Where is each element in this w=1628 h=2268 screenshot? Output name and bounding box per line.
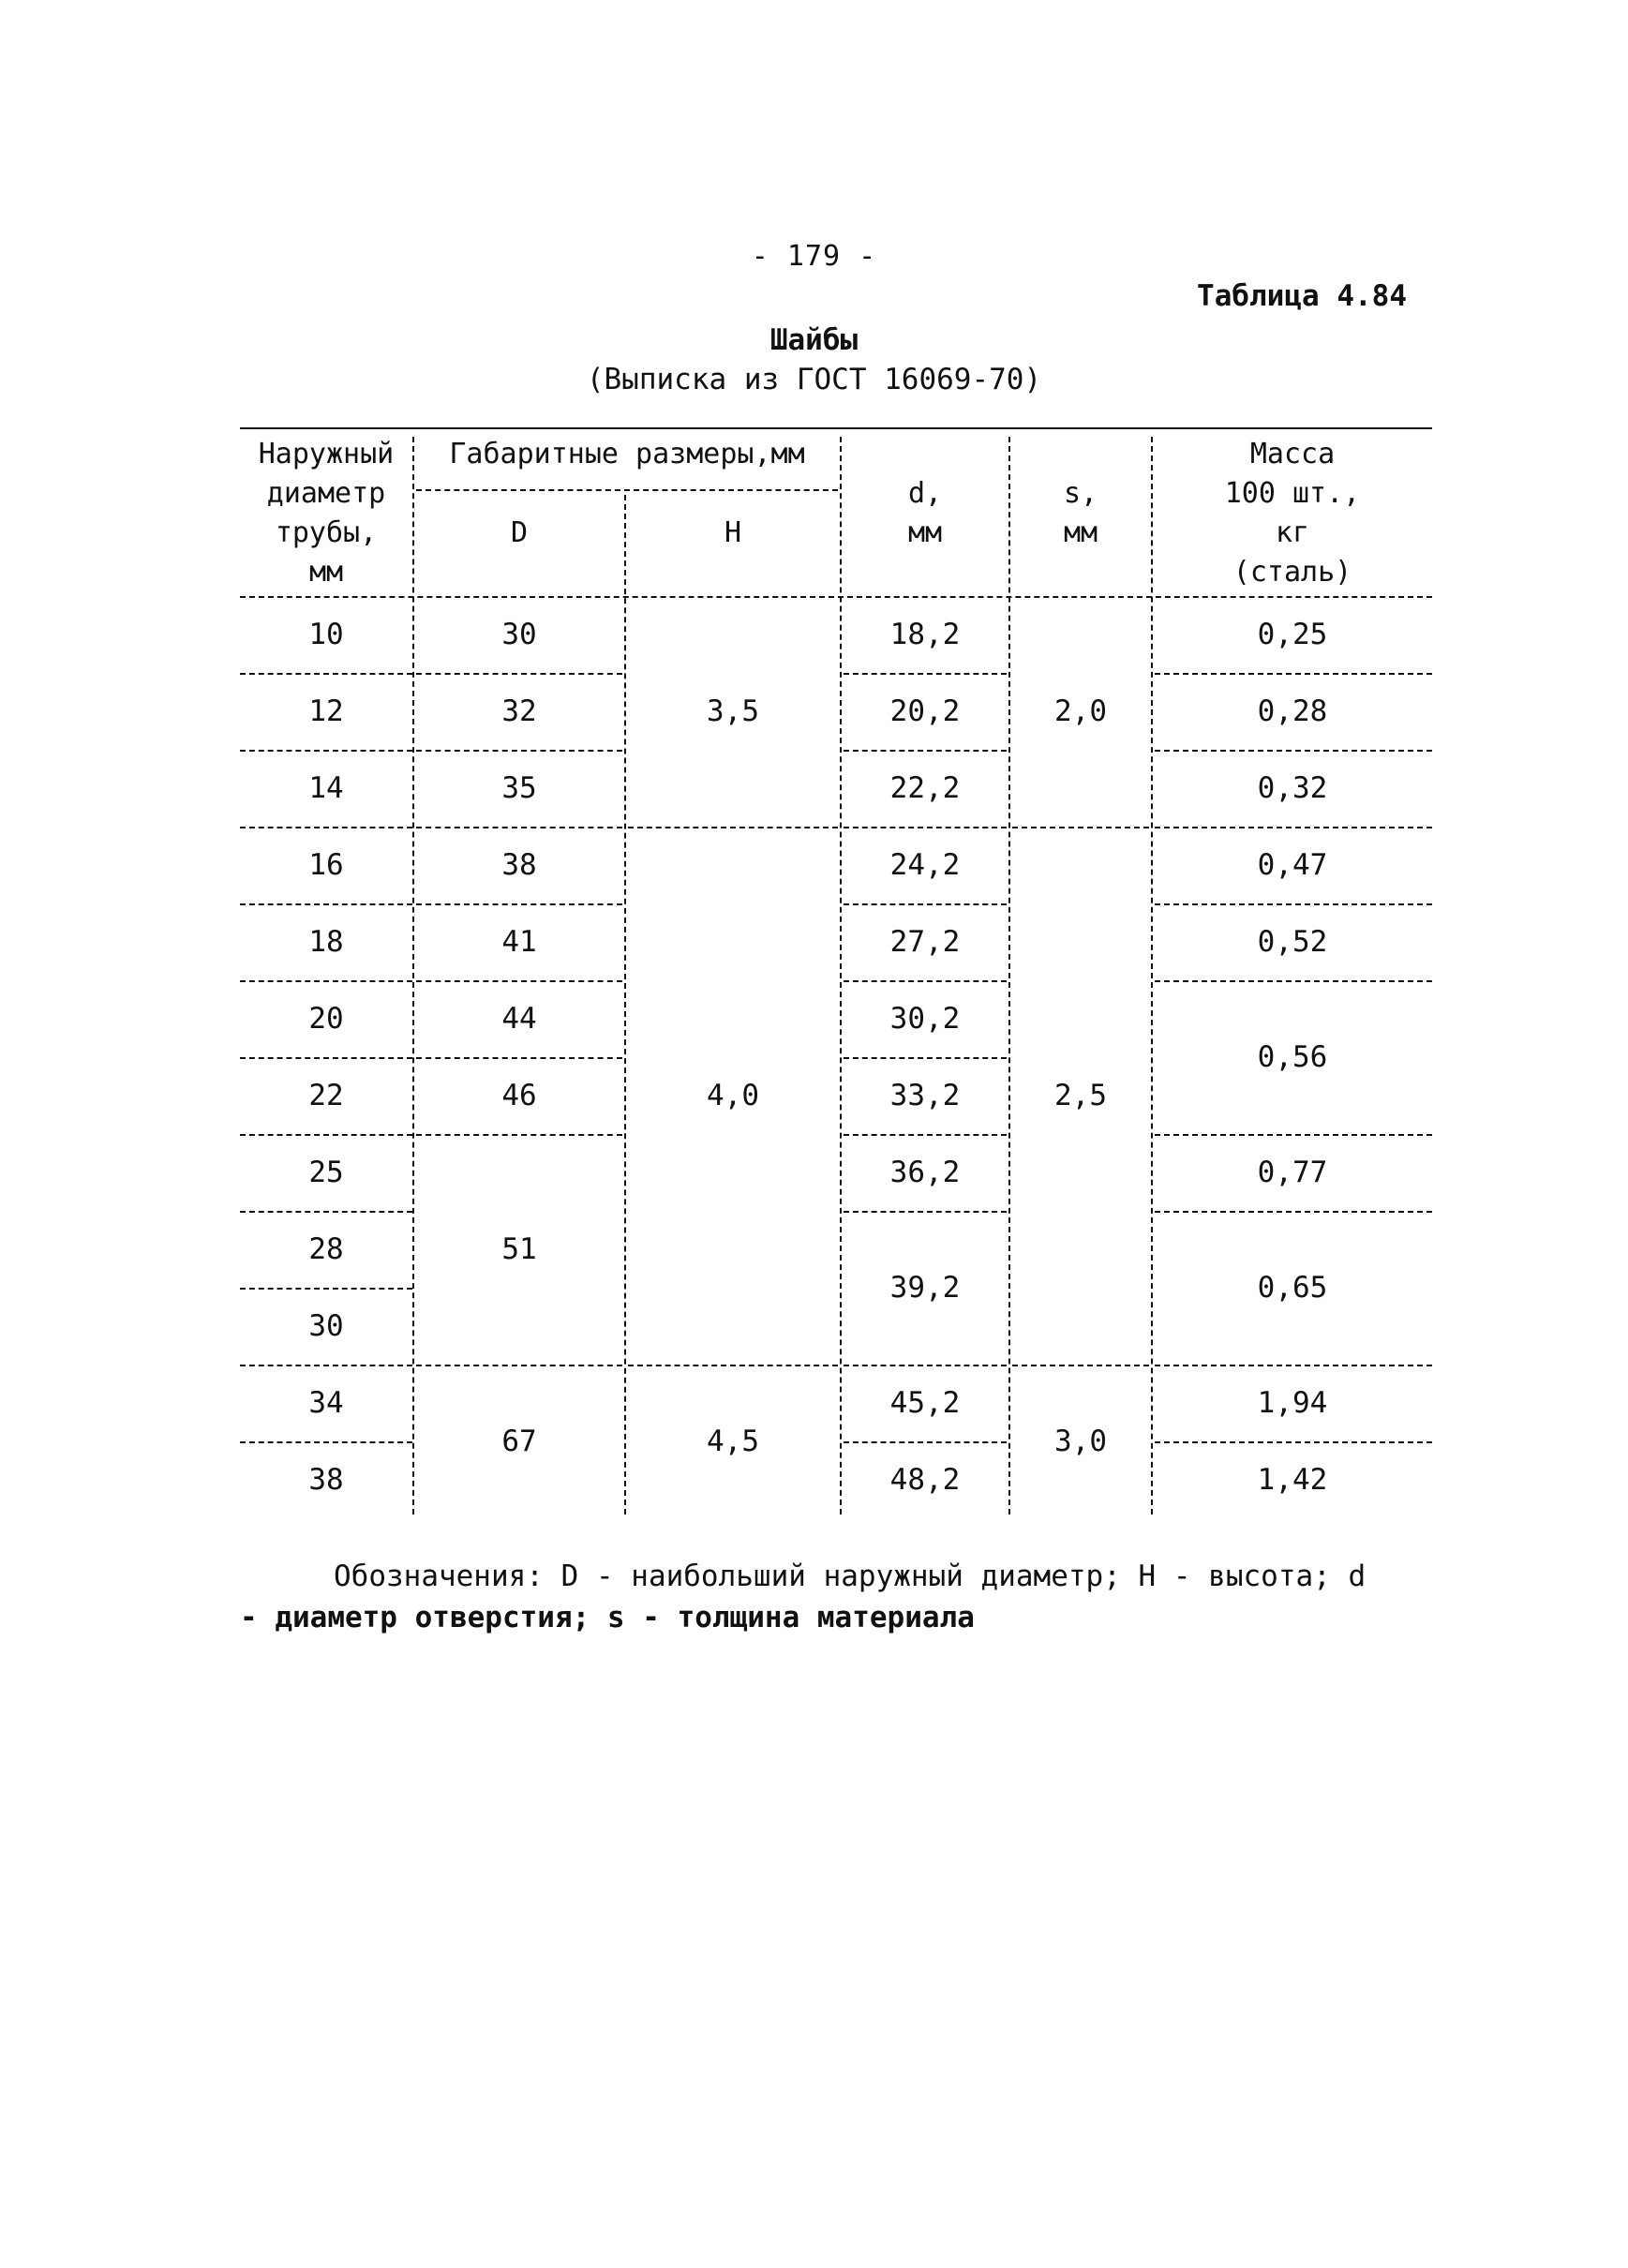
washers-table (240, 427, 1432, 1533)
header-overall-dims: Габаритные размеры,мм (449, 438, 805, 470)
cell-s: 2,0 (1054, 694, 1107, 728)
table-label: Таблица 4.84 (1197, 279, 1407, 313)
cell-d: 45,2 (889, 1386, 961, 1420)
header-text: s, (1063, 477, 1098, 510)
cell-d: 30,2 (889, 1002, 961, 1036)
header-text: Масса (1249, 438, 1336, 470)
cell-pipe: 10 (308, 618, 344, 651)
cell-H: 3,5 (707, 694, 759, 728)
cell-pipe: 12 (308, 694, 344, 728)
cell-s: 2,5 (1054, 1079, 1107, 1112)
cell-D: 38 (501, 848, 537, 882)
cell-D: 35 (501, 771, 537, 805)
header-subrule (416, 489, 838, 491)
cell-s: 3,0 (1054, 1425, 1107, 1458)
header-text: мм (1063, 516, 1098, 549)
table-top-rule (240, 427, 1432, 429)
cell-d: 22,2 (889, 771, 961, 805)
header-mass (1153, 435, 1432, 592)
header-s (1010, 474, 1151, 553)
header-text: d, (907, 477, 943, 510)
cell-pipe: 38 (308, 1463, 344, 1497)
table-title: Шайбы (769, 323, 859, 357)
cell-D: 41 (501, 925, 537, 959)
cell-d: 20,2 (889, 694, 961, 728)
cell-mass: 0,65 (1257, 1271, 1328, 1305)
header-text: кг (1275, 516, 1310, 549)
header-text: (сталь) (1232, 556, 1352, 589)
header-text: диаметр (266, 477, 386, 510)
header-d (842, 474, 1008, 553)
cell-D: 44 (501, 1002, 537, 1036)
cell-pipe: 20 (308, 1002, 344, 1036)
cell-mass: 0,32 (1257, 771, 1328, 805)
cell-pipe: 16 (308, 848, 344, 882)
cell-H: 4,0 (707, 1079, 759, 1112)
header-text: трубы, (275, 516, 378, 549)
cell-D: 32 (501, 694, 537, 728)
cell-mass: 0,47 (1257, 848, 1328, 882)
cell-D: 30 (501, 618, 537, 651)
cell-mass: 1,42 (1257, 1463, 1328, 1497)
cell-mass: 0,52 (1257, 925, 1328, 959)
cell-H: 4,5 (707, 1425, 759, 1458)
header-pipe-diameter (240, 435, 412, 592)
table-notes (240, 1556, 1430, 1638)
cell-mass: 0,56 (1257, 1040, 1328, 1074)
cell-d: 48,2 (889, 1463, 961, 1497)
cell-pipe: 30 (308, 1309, 344, 1343)
cell-d: 18,2 (889, 618, 961, 651)
cell-pipe: 34 (308, 1386, 344, 1420)
cell-mass: 1,94 (1257, 1386, 1328, 1420)
header-D: D (510, 516, 529, 549)
page-number: - 179 - (751, 240, 877, 273)
cell-d: 39,2 (889, 1271, 961, 1305)
cell-pipe: 28 (308, 1232, 344, 1266)
table-subtitle: (Выписка из ГОСТ 16069-70) (586, 363, 1042, 396)
cell-pipe: 25 (308, 1156, 344, 1189)
notes-line-1: Обозначения: D - наибольший наружный диаметр; H - высота; d (334, 1559, 1367, 1593)
cell-mass: 0,25 (1257, 618, 1328, 651)
cell-d: 33,2 (889, 1079, 961, 1112)
cell-D: 51 (501, 1232, 537, 1266)
cell-mass: 0,77 (1257, 1156, 1328, 1189)
cell-D: 67 (501, 1425, 537, 1458)
cell-pipe: 22 (308, 1079, 344, 1112)
cell-d: 27,2 (889, 925, 961, 959)
cell-mass: 0,28 (1257, 694, 1328, 728)
cell-d: 36,2 (889, 1156, 961, 1189)
cell-pipe: 14 (308, 771, 344, 805)
cell-d: 24,2 (889, 848, 961, 882)
header-H: H (724, 516, 742, 549)
cell-D: 46 (501, 1079, 537, 1112)
cell-pipe: 18 (308, 925, 344, 959)
notes-line-2: - диаметр отверстия; s - толщина материала (240, 1601, 975, 1634)
header-text: мм (308, 556, 344, 589)
header-text: Наружный (258, 438, 395, 470)
header-text: 100 шт., (1224, 477, 1361, 510)
header-text: мм (907, 516, 943, 549)
